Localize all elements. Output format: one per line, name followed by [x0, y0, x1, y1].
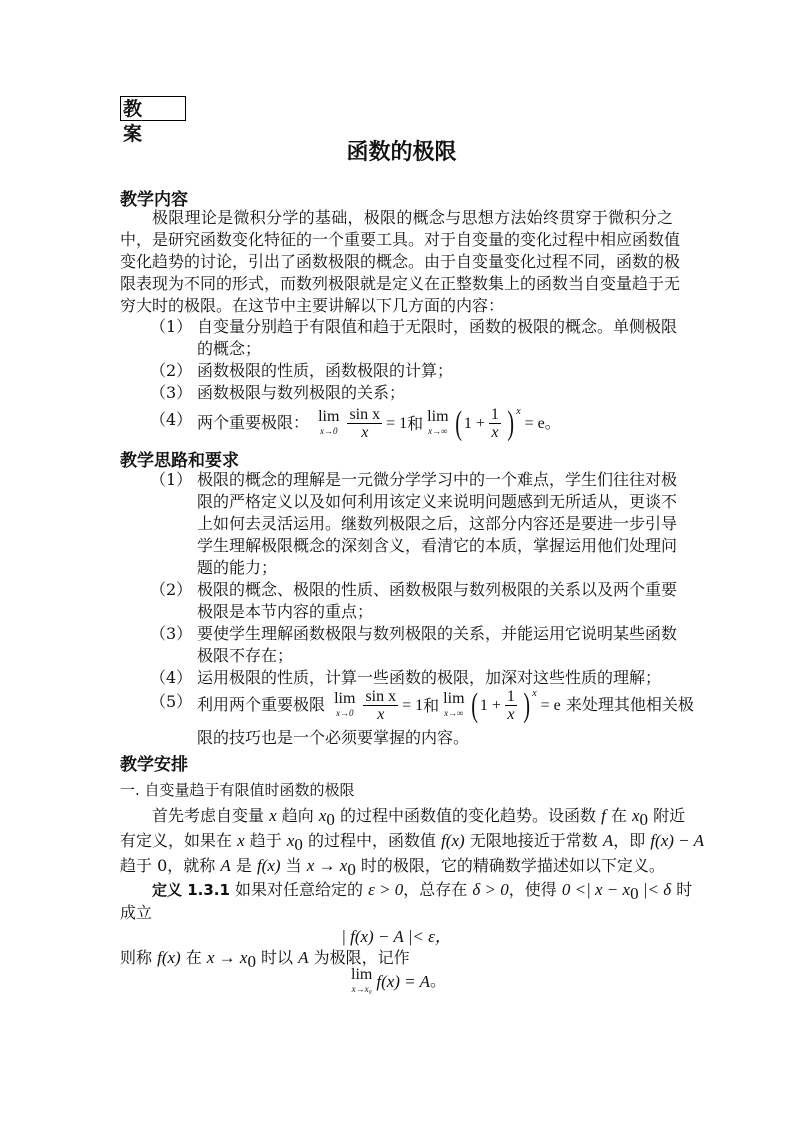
limit-notation: lim x→x₀ f(x) = A 。	[351, 966, 446, 994]
definition-formula: | f(x) − A |< ε，	[341, 927, 452, 946]
text-segment: 0	[639, 810, 649, 830]
text-segment: 趋于 0，就称	[120, 856, 221, 875]
definition-line: 定义 1.3.1 如果对任意给定的 ε > 0，总存在 δ > 0，使得 0 <| $x - x_0$ |< δ 时	[152, 880, 693, 904]
text-segment: ，即	[613, 831, 651, 850]
item-text: 运用极限的性质，计算一些函数的极限，加深对这些性质的理解；	[197, 668, 662, 687]
section-heading-requirements: 教学思路和要求	[120, 451, 239, 471]
text-segment: 趋向	[276, 806, 319, 825]
paragraph-line: 变化趋势的讨论，引出了函数极限的概念。由于自变量变化过程不同，函数的极	[120, 252, 681, 271]
text-segment: 首先考虑自变量	[152, 806, 270, 825]
item-text: 上如何去灵活运用。继数列极限之后，这部分内容还是要进一步引导	[197, 514, 678, 533]
page-title: 函数的极限	[346, 140, 457, 165]
math-symbol: f(x) − A	[650, 831, 704, 850]
item-text: 极限是本节内容的重点；	[197, 602, 374, 621]
item-number: （2）	[150, 580, 193, 599]
text-segment: 趋于	[244, 831, 287, 850]
plan-para-line	[120, 831, 704, 855]
item-number: （2）	[150, 361, 193, 380]
item-text: 极限不存在；	[197, 646, 294, 665]
item-number: （1）	[150, 317, 193, 336]
plan-para-line	[152, 806, 686, 830]
req-item-5-line: 利用两个重要极限 lim x→0 $\frac{\text{sin x}}{x}$ = 1 和 lim x→∞ ( 1 + $\frac{1}{x}$ ) x = e 来处理其他相关极	[197, 686, 694, 724]
math-symbol: x	[318, 806, 327, 825]
formula-two-limits	[197, 406, 673, 441]
math-symbol: A	[602, 831, 614, 850]
item-text: 题的能力；	[197, 558, 278, 577]
item-text: 函数极限与数列极限的关系；	[197, 383, 406, 402]
item-text: 限的严格定义以及如何利用该定义来说明问题感到无所适从，更谈不	[197, 492, 678, 511]
item-number: （5）	[150, 692, 193, 711]
math-symbol: x	[286, 831, 295, 850]
math-symbol: x	[237, 831, 245, 850]
text-segment: 的过程中函数值的变化趋势。设函数	[334, 806, 602, 825]
formula: lim x→0 $\frac{\text{sin x}}{x}$ = 1 和 lim x→∞ ( 1 + $\frac{1}{x}$ ) x = e	[334, 686, 561, 724]
text-segment: 0	[326, 810, 335, 830]
item-number: （1）	[150, 470, 193, 489]
item-number: （4）	[150, 410, 193, 429]
math-symbol: f	[601, 806, 606, 825]
text-segment: 当	[280, 856, 307, 875]
item-text: 两个重要极限：	[197, 413, 310, 432]
text-segment: 附近	[648, 806, 686, 825]
plan-para-line	[120, 856, 673, 880]
item-text: 的概念；	[197, 339, 262, 358]
req-item-5-cont: 限的技巧也是一个必须要掌握的内容。	[197, 728, 470, 747]
section-heading-content: 教学内容	[120, 190, 188, 210]
math-symbol: A	[220, 856, 231, 875]
formula: lim x→0 $\frac{\text{sin x}}{x}$ = 1 和 lim x→∞ ( 1 + $\frac{1}{x}$ ) x = e 。	[318, 404, 561, 442]
paragraph-line: 穷大时的极限。在这节中主要讲解以下几方面的内容：	[120, 296, 505, 315]
item-number: （3）	[150, 383, 193, 402]
text-segment: 是	[230, 856, 257, 875]
item-text: 函数极限的性质，函数极限的计算；	[197, 361, 454, 380]
math-symbol: x	[269, 806, 277, 825]
item-text: 极限的概念、极限的性质、函数极限与数列极限的关系以及两个重要	[197, 580, 678, 599]
text-segment: 有定义，如果在	[120, 831, 238, 850]
math-symbol: f(x)	[256, 856, 281, 875]
item-text: 要使学生理解函数极限与数列极限的关系，并能运用它说明某些函数	[197, 624, 678, 643]
paragraph-line: 极限理论是微积分学的基础，极限的概念与思想方法始终贯穿于微积分之	[152, 208, 673, 227]
text-segment: 在	[605, 806, 632, 825]
item-text: 自变量分别趋于有限值和趋于无限时，函数的极限的概念。单侧极限	[197, 317, 678, 336]
text-segment: 的过程中，函数值	[302, 831, 442, 850]
math-symbol: f(x)	[441, 831, 465, 850]
subsection-heading: 一. 自变量趋于有限值时函数的极限	[120, 781, 355, 799]
definition-line: 则称 f(x) 在 $x \to x_0$ 时以 A 为极限，记作	[120, 948, 410, 972]
lesson-plan-label: 教案	[120, 96, 186, 121]
item-number: （3）	[150, 624, 193, 643]
text-segment: 时的极限，它的精确数学描述如以下定义。	[355, 856, 665, 875]
paragraph-line: 中，是研究函数变化特征的一个重要工具。对于自变量的变化过程中相应函数值	[120, 230, 681, 249]
math-symbol: x → x	[306, 856, 348, 875]
item-text: 极限的概念的理解是一元微分学学习中的一个难点，学生们往往对极	[197, 470, 678, 489]
text-segment: 0	[294, 835, 303, 855]
item-text: 学生理解极限概念的深刻含义，看清它的本质，掌握运用他们处理问	[197, 536, 678, 555]
paragraph-line: 限表现为不同的形式，而数列极限就是定义在正整数集上的函数当自变量趋于无	[120, 274, 681, 293]
text-segment: 0	[347, 860, 356, 880]
section-heading-plan: 教学安排	[120, 755, 188, 775]
text-segment: 无限地接近于常数	[464, 831, 603, 850]
item-number: （4）	[150, 668, 193, 687]
definition-line: 成立	[120, 903, 153, 922]
math-symbol: x	[631, 806, 640, 825]
